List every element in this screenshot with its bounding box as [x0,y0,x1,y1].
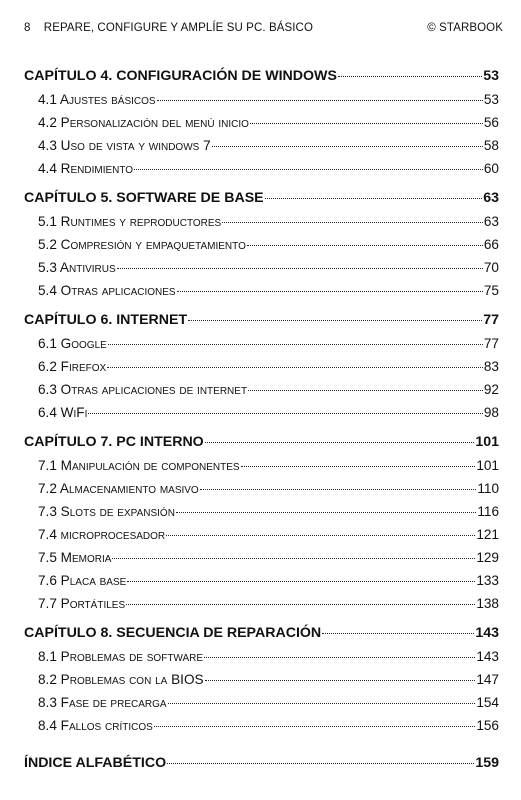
dot-leader [157,100,483,101]
section-entry [24,550,499,573]
section-entry-page: 66 [483,237,499,252]
dot-leader [222,222,483,223]
dot-leader [338,76,482,77]
section-entry-page: 70 [483,260,499,275]
chapter-entry-page: 77 [483,312,499,328]
dot-leader [167,763,474,764]
dot-leader [88,413,483,414]
chapter-entry-title: CAPÍTULO 4. CONFIGURACIÓN DE WINDOWS [24,68,337,84]
section-entry [24,596,499,619]
chapter-entry [24,190,499,214]
page-number: 8 [24,22,31,34]
section-entry-title: 8.1 Problemas de software [38,649,204,664]
section-entry [24,527,499,550]
index-entry [24,755,499,779]
section-entry-page: 110 [477,481,499,496]
section-entry [24,481,499,504]
chapter-entry-page: 143 [475,625,499,641]
section-entry-page: 101 [476,458,499,473]
section-entry [24,573,499,596]
dot-leader [108,344,483,345]
dot-leader [176,512,476,513]
section-entry [24,336,499,359]
section-entry-title: 8.3 Fase de precarga [38,695,167,710]
section-entry [24,718,499,741]
section-entry [24,283,499,306]
section-entry-title: 5.2 Compresión y empaquetamiento [38,237,246,252]
chapter-entry [24,434,499,458]
dot-leader [112,558,475,559]
dot-leader [168,703,476,704]
section-entry-page: 138 [476,596,499,611]
dot-leader [154,726,476,727]
section-entry-page: 154 [476,695,499,710]
section-entry-title: 5.4 Otras aplicaciones [38,283,176,298]
dot-leader [247,245,483,246]
index-entry-title: ÍNDICE ALFABÉTICO [24,755,167,771]
dot-leader [117,268,483,269]
section-entry-page: 75 [483,283,499,298]
section-entry-page: 83 [483,359,499,374]
section-entry-page: 56 [483,115,499,130]
section-entry [24,504,499,527]
section-entry-title: 4.2 Personalización del menú inicio [38,115,249,130]
dot-leader [107,367,483,368]
dot-leader [200,489,477,490]
section-entry [24,649,499,672]
section-entry-page: 133 [476,573,499,588]
section-entry-page: 129 [476,550,499,565]
dot-leader [212,146,483,147]
section-entry [24,161,499,184]
dot-leader [322,633,474,634]
section-entry-title: 7.3 Slots de expansión [38,504,175,519]
dot-leader [177,291,483,292]
dot-leader [204,657,475,658]
section-entry-page: 143 [476,649,499,664]
section-entry-title: 4.3 Uso de vista y windows 7 [38,138,211,153]
section-entry [24,695,499,718]
dot-leader [205,680,476,681]
section-entry [24,382,499,405]
running-head [24,22,503,34]
section-entry [24,115,499,138]
chapter-entry-title: CAPÍTULO 7. PC INTERNO [24,434,204,450]
section-entry-title: 6.4 WiFi [38,405,88,420]
section-entry [24,237,499,260]
section-entry-title: 8.4 Fallos críticos [38,718,153,733]
section-entry-page: 92 [483,382,499,397]
section-entry-title: 6.1 Google [38,336,107,351]
section-entry-page: 63 [483,214,499,229]
dot-leader [134,169,483,170]
dot-leader [188,320,482,321]
section-entry-title: 4.1 Ajustes básicos [38,92,156,107]
section-entry-title: 8.2 Problemas con la BIOS [38,672,204,687]
table-of-contents [24,68,499,779]
section-entry-title: 7.7 Portátiles [38,596,126,611]
section-entry [24,458,499,481]
dot-leader [126,604,475,605]
section-entry [24,405,499,428]
section-entry [24,672,499,695]
section-entry-page: 121 [476,527,499,542]
chapter-entry [24,68,499,92]
chapter-entry-page: 53 [483,68,499,84]
section-entry-page: 60 [483,161,499,176]
index-entry-page: 159 [475,755,499,771]
section-entry-page: 77 [483,336,499,351]
section-entry-title: 5.1 Runtimes y reproductores [38,214,222,229]
chapter-entry-title: CAPÍTULO 6. INTERNET [24,312,188,328]
section-entry-title: 7.5 Memoria [38,550,112,565]
chapter-entry-page: 63 [483,190,499,206]
running-head-left [24,22,313,34]
dot-leader [127,581,475,582]
dot-leader [265,198,483,199]
section-entry-title: 7.6 Placa base [38,573,127,588]
section-entry-page: 58 [483,138,499,153]
section-entry [24,214,499,237]
section-entry-title: 7.2 Almacenamiento masivo [38,481,199,496]
section-entry-title: 6.3 Otras aplicaciones de internet [38,382,248,397]
chapter-entry-title: CAPÍTULO 8. SECUENCIA DE REPARACIÓN [24,625,322,641]
dot-leader [248,390,483,391]
section-entry-title: 7.4 microprocesador [38,527,166,542]
dot-leader [166,535,475,536]
publisher: © STARBOOK [427,22,503,34]
section-entry-title: 6.2 Firefox [38,359,107,374]
chapter-entry [24,625,499,649]
chapter-entry [24,312,499,336]
section-entry-page: 147 [476,672,499,687]
chapter-entry-page: 101 [475,434,499,450]
section-entry [24,138,499,161]
section-entry-page: 156 [476,718,499,733]
dot-leader [205,442,475,443]
dot-leader [250,123,483,124]
section-entry [24,359,499,382]
section-entry-page: 116 [477,504,499,519]
section-entry-title: 4.4 Rendimiento [38,161,134,176]
book-title: REPARE, CONFIGURE Y AMPLÍE SU PC. BÁSICO [43,22,314,34]
section-entry-title: 5.3 Antivirus [38,260,116,275]
chapter-entry-title: CAPÍTULO 5. SOFTWARE DE BASE [24,190,264,206]
section-entry [24,260,499,283]
dot-leader [241,466,476,467]
section-entry [24,92,499,115]
section-entry-page: 53 [483,92,499,107]
section-entry-page: 98 [483,405,499,420]
section-entry-title: 7.1 Manipulación de componentes [38,458,240,473]
